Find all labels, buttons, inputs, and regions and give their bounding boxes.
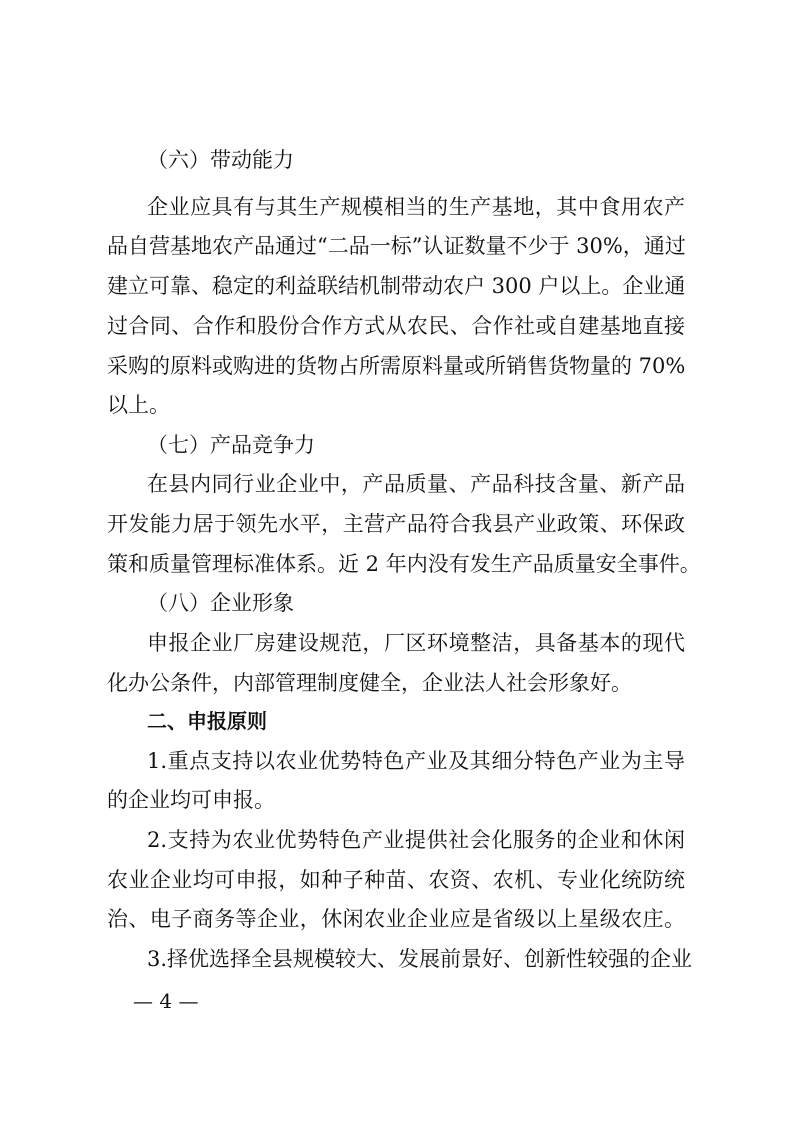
- paragraph-line: 开发能力居于领先水平，主营产品符合我县产业政策、环保政: [107, 512, 685, 536]
- principle-item-2-line: 2.支持为农业优势特色产业提供社会化服务的企业和休闲: [147, 828, 685, 852]
- paragraph-line: 策和质量管理标准体系。近 2 年内没有发生产品质量安全事件。: [107, 552, 701, 576]
- principles-heading: 二、申报原则: [147, 709, 267, 733]
- section-seven-heading: （七）产品竞争力: [147, 433, 315, 457]
- paragraph-line: 以上。: [107, 393, 170, 417]
- paragraph-line: 在县内同行业企业中，产品质量、产品科技含量、新产品: [147, 472, 685, 496]
- paragraph-line: 品自营基地农产品通过“二品一标”认证数量不少于 30%，通过: [107, 234, 686, 258]
- page-number: — 4 —: [133, 989, 199, 1013]
- principle-item-2-line: 农业企业均可申报，如种子种苗、农资、农机、专业化统防统: [107, 868, 685, 892]
- principle-item-2-line: 治、电子商务等企业，休闲农业企业应是省级以上星级农庄。: [107, 907, 685, 931]
- section-six-heading: （六）带动能力: [147, 148, 294, 172]
- paragraph-line: 企业应具有与其生产规模相当的生产基地，其中食用农产: [147, 195, 685, 219]
- paragraph-line: 采购的原料或购进的货物占所需原料量或所销售货物量的 70%: [107, 354, 686, 378]
- paragraph-line: 建立可靠、稳定的利益联结机制带动农户 300 户以上。企业通: [107, 274, 686, 298]
- principle-item-1-line: 的企业均可申报。: [107, 788, 275, 812]
- principle-item-3-line: 3.择优选择全县规模较大、发展前景好、创新性较强的企业: [147, 947, 693, 971]
- section-eight-heading: （八）企业形象: [147, 591, 294, 615]
- principle-item-1-line: 1.重点支持以农业优势特色产业及其细分特色产业为主导: [147, 749, 685, 773]
- paragraph-line: 申报企业厂房建设规范，厂区环境整洁，具备基本的现代: [147, 631, 685, 655]
- paragraph-line: 过合同、合作和股份合作方式从农民、合作社或自建基地直接: [107, 314, 685, 338]
- paragraph-line: 化办公条件，内部管理制度健全，企业法人社会形象好。: [107, 671, 632, 695]
